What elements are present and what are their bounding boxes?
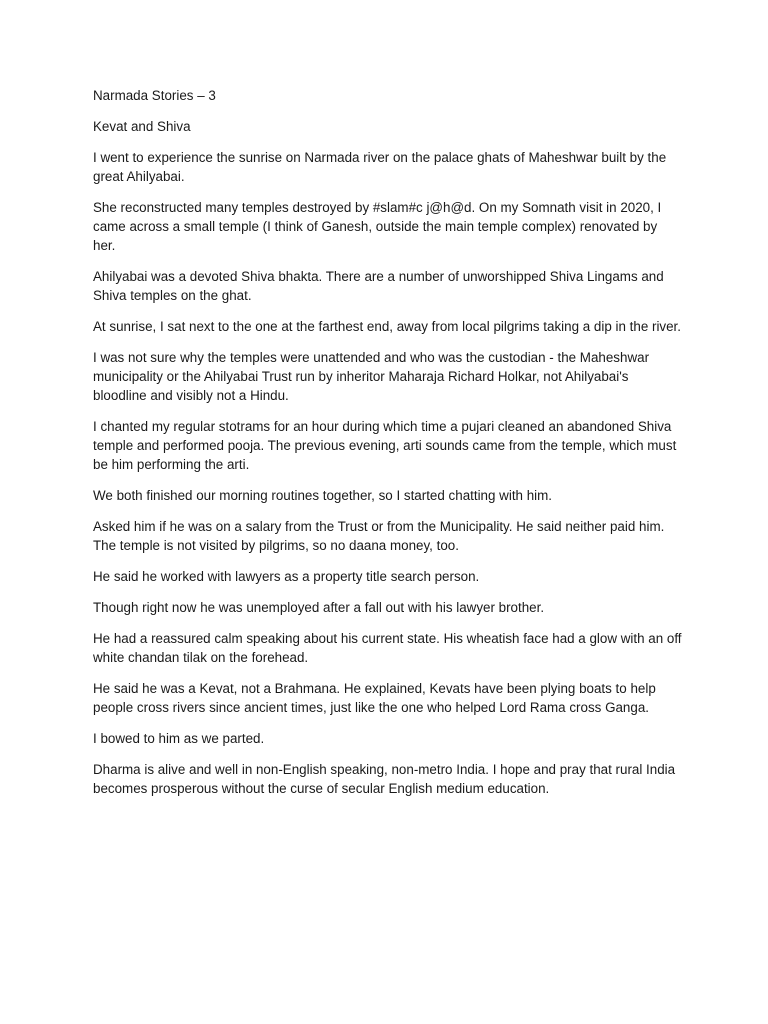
paragraph-shiva-bhakta: Ahilyabai was a devoted Shiva bhakta. There are a number of unworshipped Shiva Lingams and Shiva temples on the ghat. [93,269,664,303]
paragraph-lawyers: He said he worked with lawyers as a property title search person. [93,569,480,584]
paragraph-kevat: He said he was a Kevat, not a Brahmana. He explained, Kevats have been plying boats to help people cross rivers since ancient times, just like the one who helped Lord Rama cross Ganga. [93,681,656,715]
document-body [93,86,683,810]
paragraph-dharma: Dharma is alive and well in non-English speaking, non-metro India. I hope and pray that rural India becomes prosperous without the curse of secular English medium education. [93,762,676,796]
paragraph-sunrise: I went to experience the sunrise on Narmada river on the palace ghats of Maheshwar built by the great Ahilyabai. [93,150,667,184]
paragraph-morning-routines: We both finished our morning routines together, so I started chatting with him. [93,488,553,503]
document-title: Narmada Stories – 3 [93,88,216,103]
paragraph-parted: I bowed to him as we parted. [93,731,265,746]
paragraph-custodian: I was not sure why the temples were unattended and who was the custodian - the Maheshwar municipality or the Ahilyabai Trust run by inheritor Maharaja Richard Holkar, not Ahilyabai's bloodline and visibly not a Hindu. [93,350,650,403]
paragraph-temples-reconstructed: She reconstructed many temples destroyed by #slam#c j@h@d. On my Somnath visit in 2020, I came across a small temple (I think of Ganesh, outside the main temple complex) renovated by her. [93,200,662,253]
paragraph-stotrams: I chanted my regular stotrams for an hour during which time a pujari cleaned an abandoned Shiva temple and performed pooja. The previous evening, arti sounds came from the temple, which must be him performing the arti. [93,419,677,472]
paragraph-farthest-end: At sunrise, I sat next to the one at the farthest end, away from local pilgrims taking a dip in the river. [93,319,681,334]
paragraph-unemployed: Though right now he was unemployed after a fall out with his lawyer brother. [93,600,545,615]
paragraph-calm: He had a reassured calm speaking about his current state. His wheatish face had a glow with an off white chandan tilak on the forehead. [93,631,682,665]
paragraph-salary: Asked him if he was on a salary from the Trust or from the Municipality. He said neither paid him. The temple is not visited by pilgrims, so no daana money, too. [93,519,665,553]
document-subtitle: Kevat and Shiva [93,119,191,134]
